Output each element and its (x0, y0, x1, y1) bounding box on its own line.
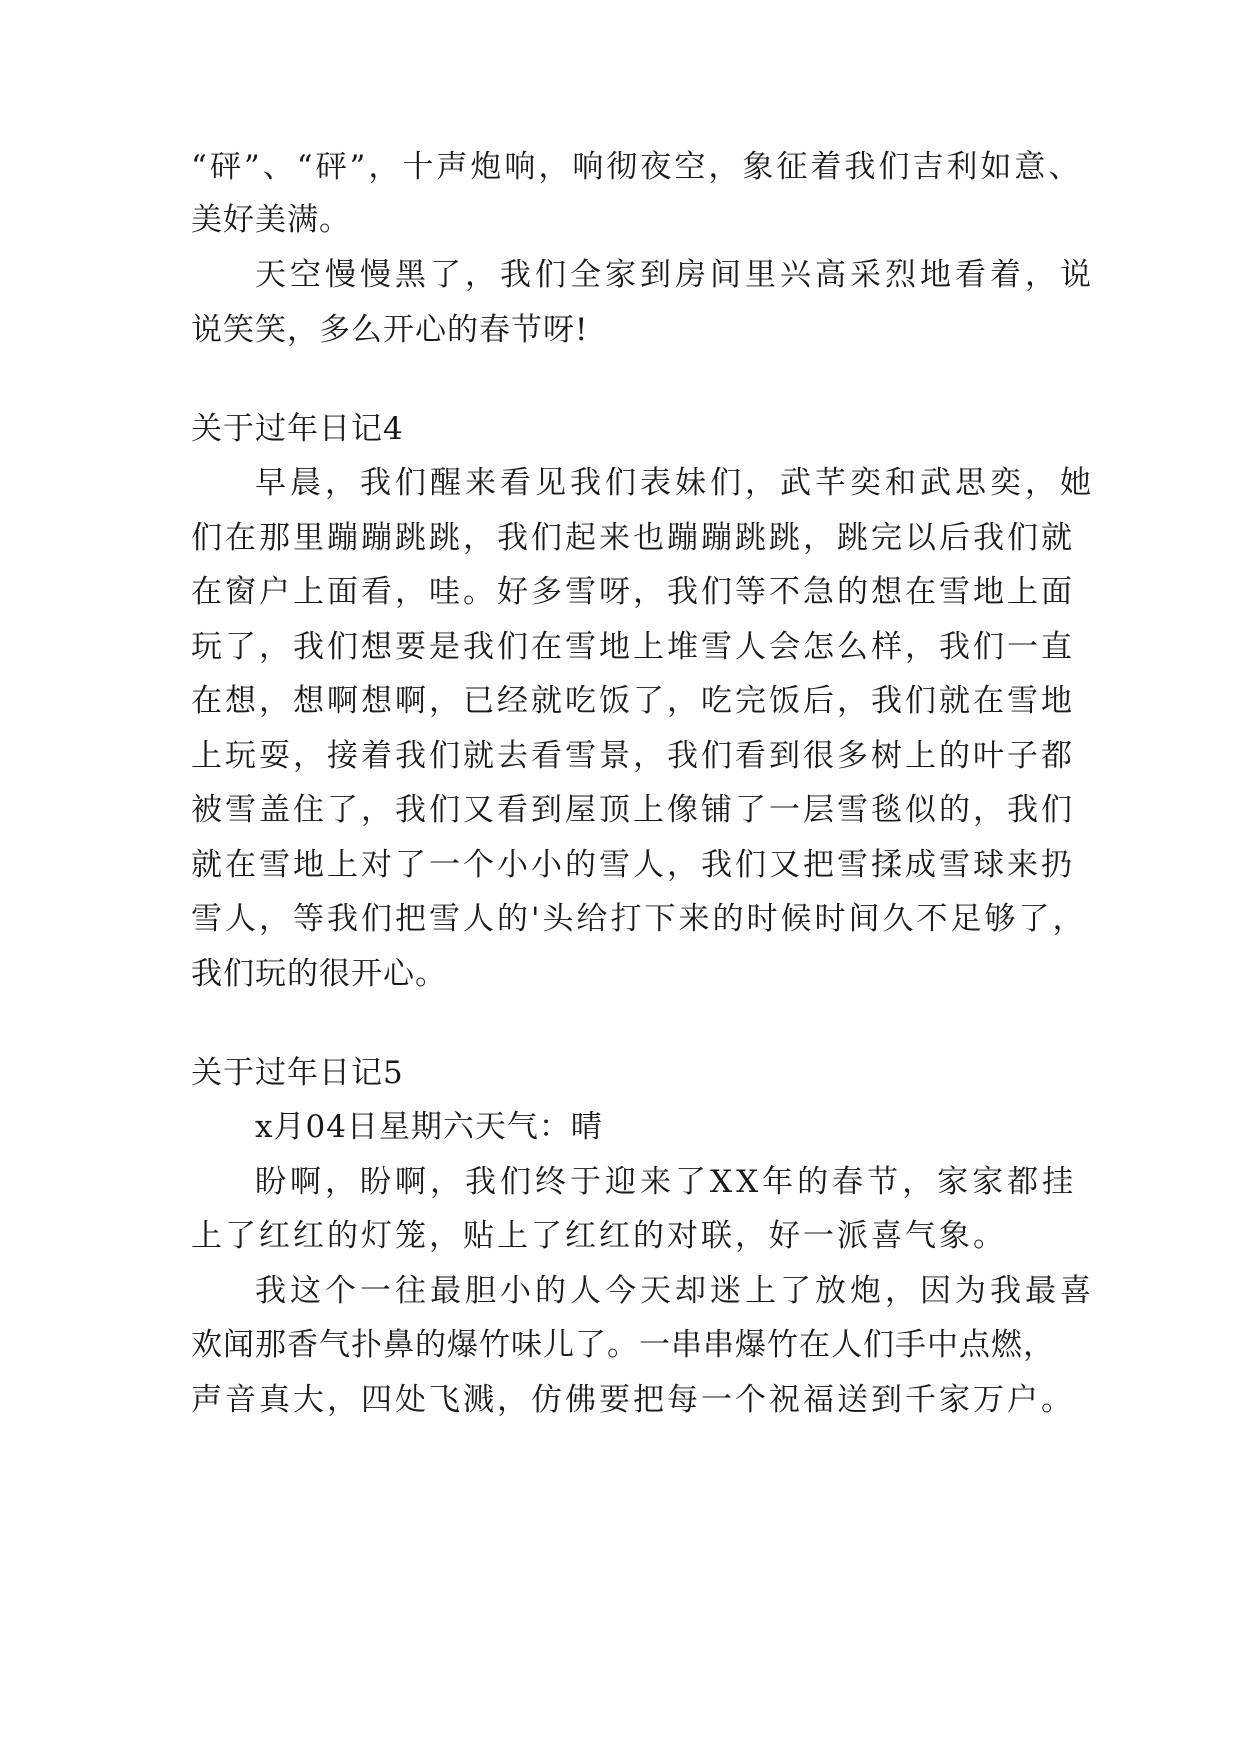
section-heading: 关于过年日记4 (191, 411, 404, 447)
date-line: x月04日星期六天气：晴 (255, 1109, 603, 1145)
section-heading: 关于过年日记5 (191, 1055, 404, 1091)
paragraph-line: 我这个一往最胆小的人今天却迷上了放炮，因为我最喜 (255, 1273, 1095, 1309)
paragraph-line: 在想，想啊想啊，已经就吃饭了，吃完饭后，我们就在雪地 (191, 683, 1075, 719)
paragraph-line: 雪人，等我们把雪人的'头给打下来的时候时间久不足够了， (191, 901, 1087, 937)
paragraph-line: 美好美满。 (191, 202, 351, 238)
paragraph-line: 说笑笑，多么开心的春节呀! (191, 312, 589, 348)
paragraph-line: 声音真大，四处飞溅，仿佛要把每一个祝福送到千家万户。 (191, 1382, 1075, 1418)
paragraph-line: 就在雪地上对了一个小小的雪人，我们又把雪揉成雪球来扔 (191, 847, 1075, 883)
paragraph-line: 被雪盖住了，我们又看到屋顶上像铺了一层雪毯似的，我们 (191, 792, 1075, 828)
paragraph-line: 们在那里蹦蹦跳跳，我们起来也蹦蹦跳跳，跳完以后我们就 (191, 520, 1075, 556)
paragraph-line: 欢闻那香气扑鼻的爆竹味儿了。一串串爆竹在人们手中点燃， (191, 1327, 1055, 1363)
paragraph-line: 在窗户上面看，哇。好多雪呀，我们等不急的想在雪地上面 (191, 574, 1075, 610)
paragraph-line: 我们玩的很开心。 (191, 956, 447, 992)
paragraph-line: 上了红红的灯笼，贴上了红红的对联，好一派喜气象。 (191, 1218, 1007, 1254)
paragraph-line: “砰”、“砰”，十声炮响，响彻夜空，象征着我们吉利如意、 (191, 149, 1083, 185)
paragraph-line: 天空慢慢黑了，我们全家到房间里兴高采烈地看着，说 (255, 257, 1095, 293)
paragraph-line: 盼啊，盼啊，我们终于迎来了XX年的春节，家家都挂 (255, 1164, 1078, 1200)
paragraph-line: 上玩耍，接着我们就去看雪景，我们看到很多树上的叶子都 (191, 738, 1075, 774)
paragraph-line: 玩了，我们想要是我们在雪地上堆雪人会怎么样，我们一直 (191, 629, 1075, 665)
paragraph-line: 早晨，我们醒来看见我们表妹们，武芊奕和武思奕，她 (255, 465, 1095, 501)
